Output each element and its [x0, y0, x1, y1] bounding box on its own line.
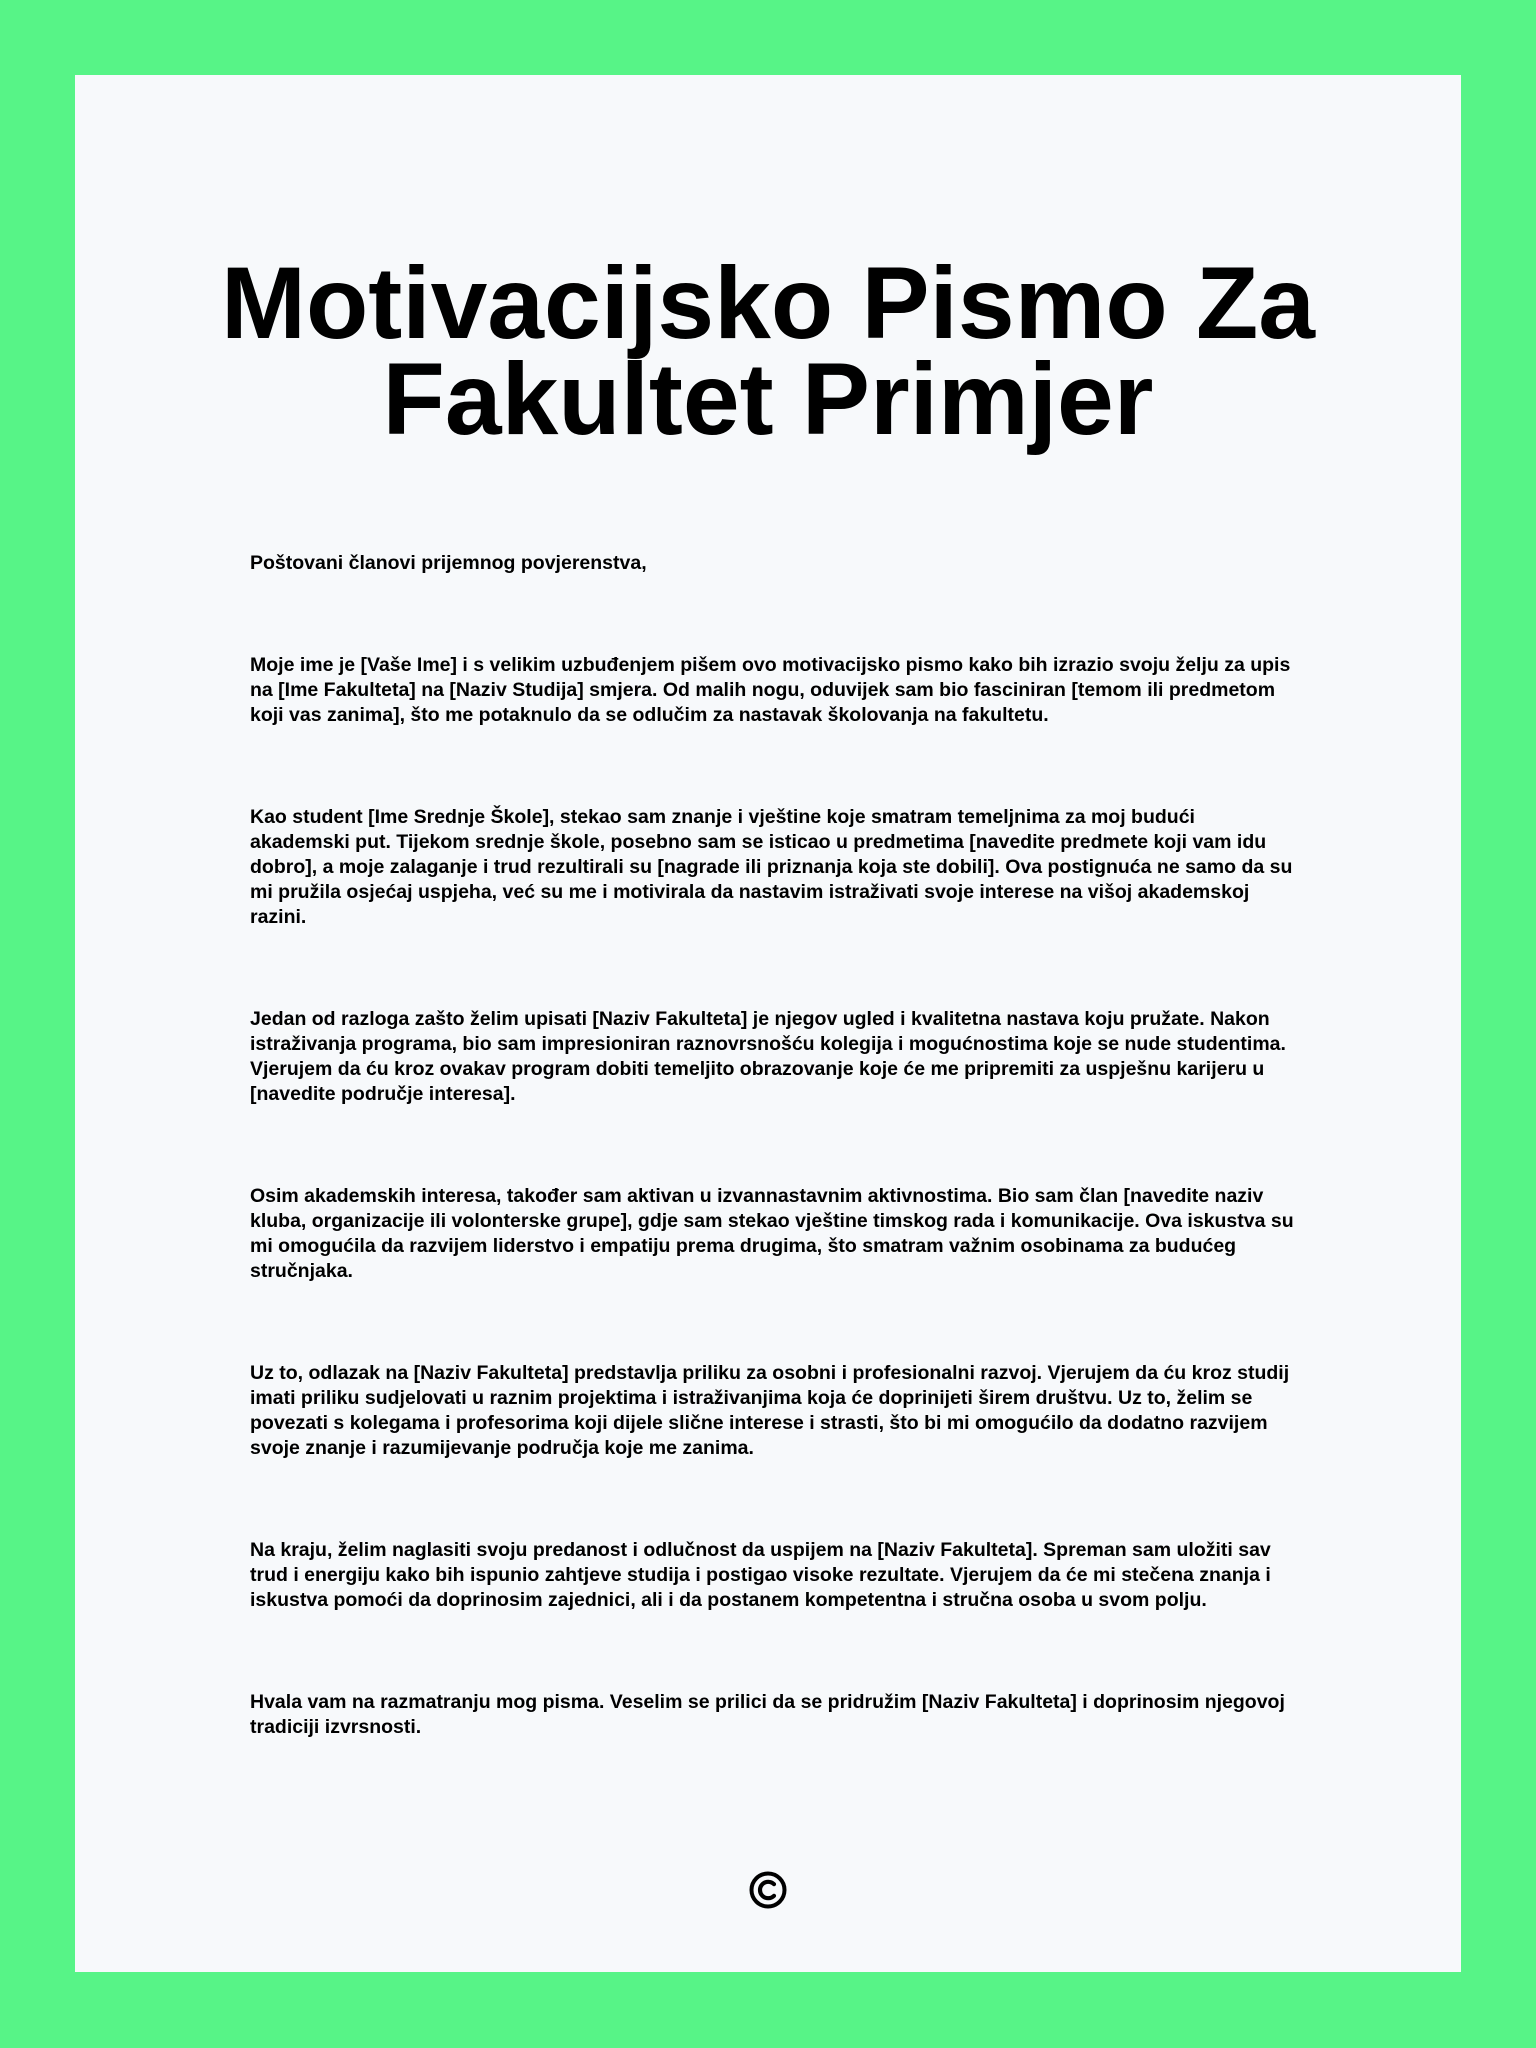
body-paragraph: Moje ime je [Vaše Ime] i s velikim uzbuđenjem pišem ovo motivacijsko pismo kako bih izrazio svoju želju za upis na [Ime Fakulteta] na [Naziv Studija] smjera. Od malih nogu, oduvijek sam bio fasciniran [temom ili predmetom koji vas zanima], što me potaknulo da se odlučim za nastavak školovanja na fakultetu. [250, 654, 1291, 726]
body-paragraph: Uz to, odlazak na [Naziv Fakulteta] predstavlja priliku za osobni i profesionalni razvoj. Vjerujem da ću kroz studij imati priliku sudjelovati u raznim projektima i istraživanjima koja će doprinijeti širem društvu. Uz to, želim se povezati s kolegama i profesorima koji dijele slične interese i strasti, što bi mi omogućilo da dodatno razvijem svoje znanje i razumijevanje područja koje me zanima. [250, 1362, 1290, 1459]
body-paragraph: Na kraju, želim naglasiti svoju predanost i odlučnost da uspijem na [Naziv Fakulteta]. Spreman sam uložiti sav trud i energiju kako bih ispunio zahtjeve studija i postigao visoke rezultate. Vjerujem da će mi stečena znanja i iskustva pomoći da doprinosim zajednici, ali i da postanem kompetentna i stručna osoba u svom polju. [250, 1539, 1271, 1611]
body-paragraph: Kao student [Ime Srednje Škole], stekao sam znanje i vještine koje smatram temeljnima za moj budući akademski put. Tijekom srednje škole, posebno sam se isticao u predmetima [navedite predmete koji vam idu dobro], a moje zalaganje i trud rezultirali su [nagrade ili priznanja koja ste dobili]. Ova postignuća ne samo da su mi pružila osjećaj uspjeha, već su me i motivirala da nastavim istraživati svoje interese na višoj akademskoj razini. [250, 806, 1293, 928]
closing-paragraph: Hvala vam na razmatranju mog pisma. Veselim se prilici da se pridružim [Naziv Fakulteta] i doprinosim njegovoj tradiciji izvrsnosti. [250, 1691, 1285, 1738]
document-title: Motivacijsko Pismo Za Fakultet Primjer [220, 246, 1315, 456]
body-paragraph: Osim akademskih interesa, također sam aktivan u izvannastavnim aktivnostima. Bio sam član [navedite naziv kluba, organizacije ili volonterske grupe], gdje sam stekao vještine timskog rada i komunikacije. Ova iskustva su mi omogućila da razvijem liderstvo i empatiju prema drugima, što smatram važnim osobinama za budućeg stručnjaka. [250, 1185, 1294, 1282]
document-page [75, 75, 1461, 1972]
salutation-paragraph: Poštovani članovi prijemnog povjerenstva, [250, 552, 647, 574]
letter-body [250, 551, 1300, 1817]
body-paragraph: Jedan od razloga zašto želim upisati [Naziv Fakulteta] je njegov ugled i kvalitetna nastava koju pružate. Nakon istraživanja programa, bio sam impresioniran raznovrsnošću kolegija i mogućnostima koje se nude studentima. Vjerujem da ću kroz ovakav program dobiti temeljito obrazovanje koje će me pripremiti za uspješnu karijeru u [navedite područje interesa]. [250, 1008, 1286, 1105]
copyright-icon [748, 1870, 788, 1910]
